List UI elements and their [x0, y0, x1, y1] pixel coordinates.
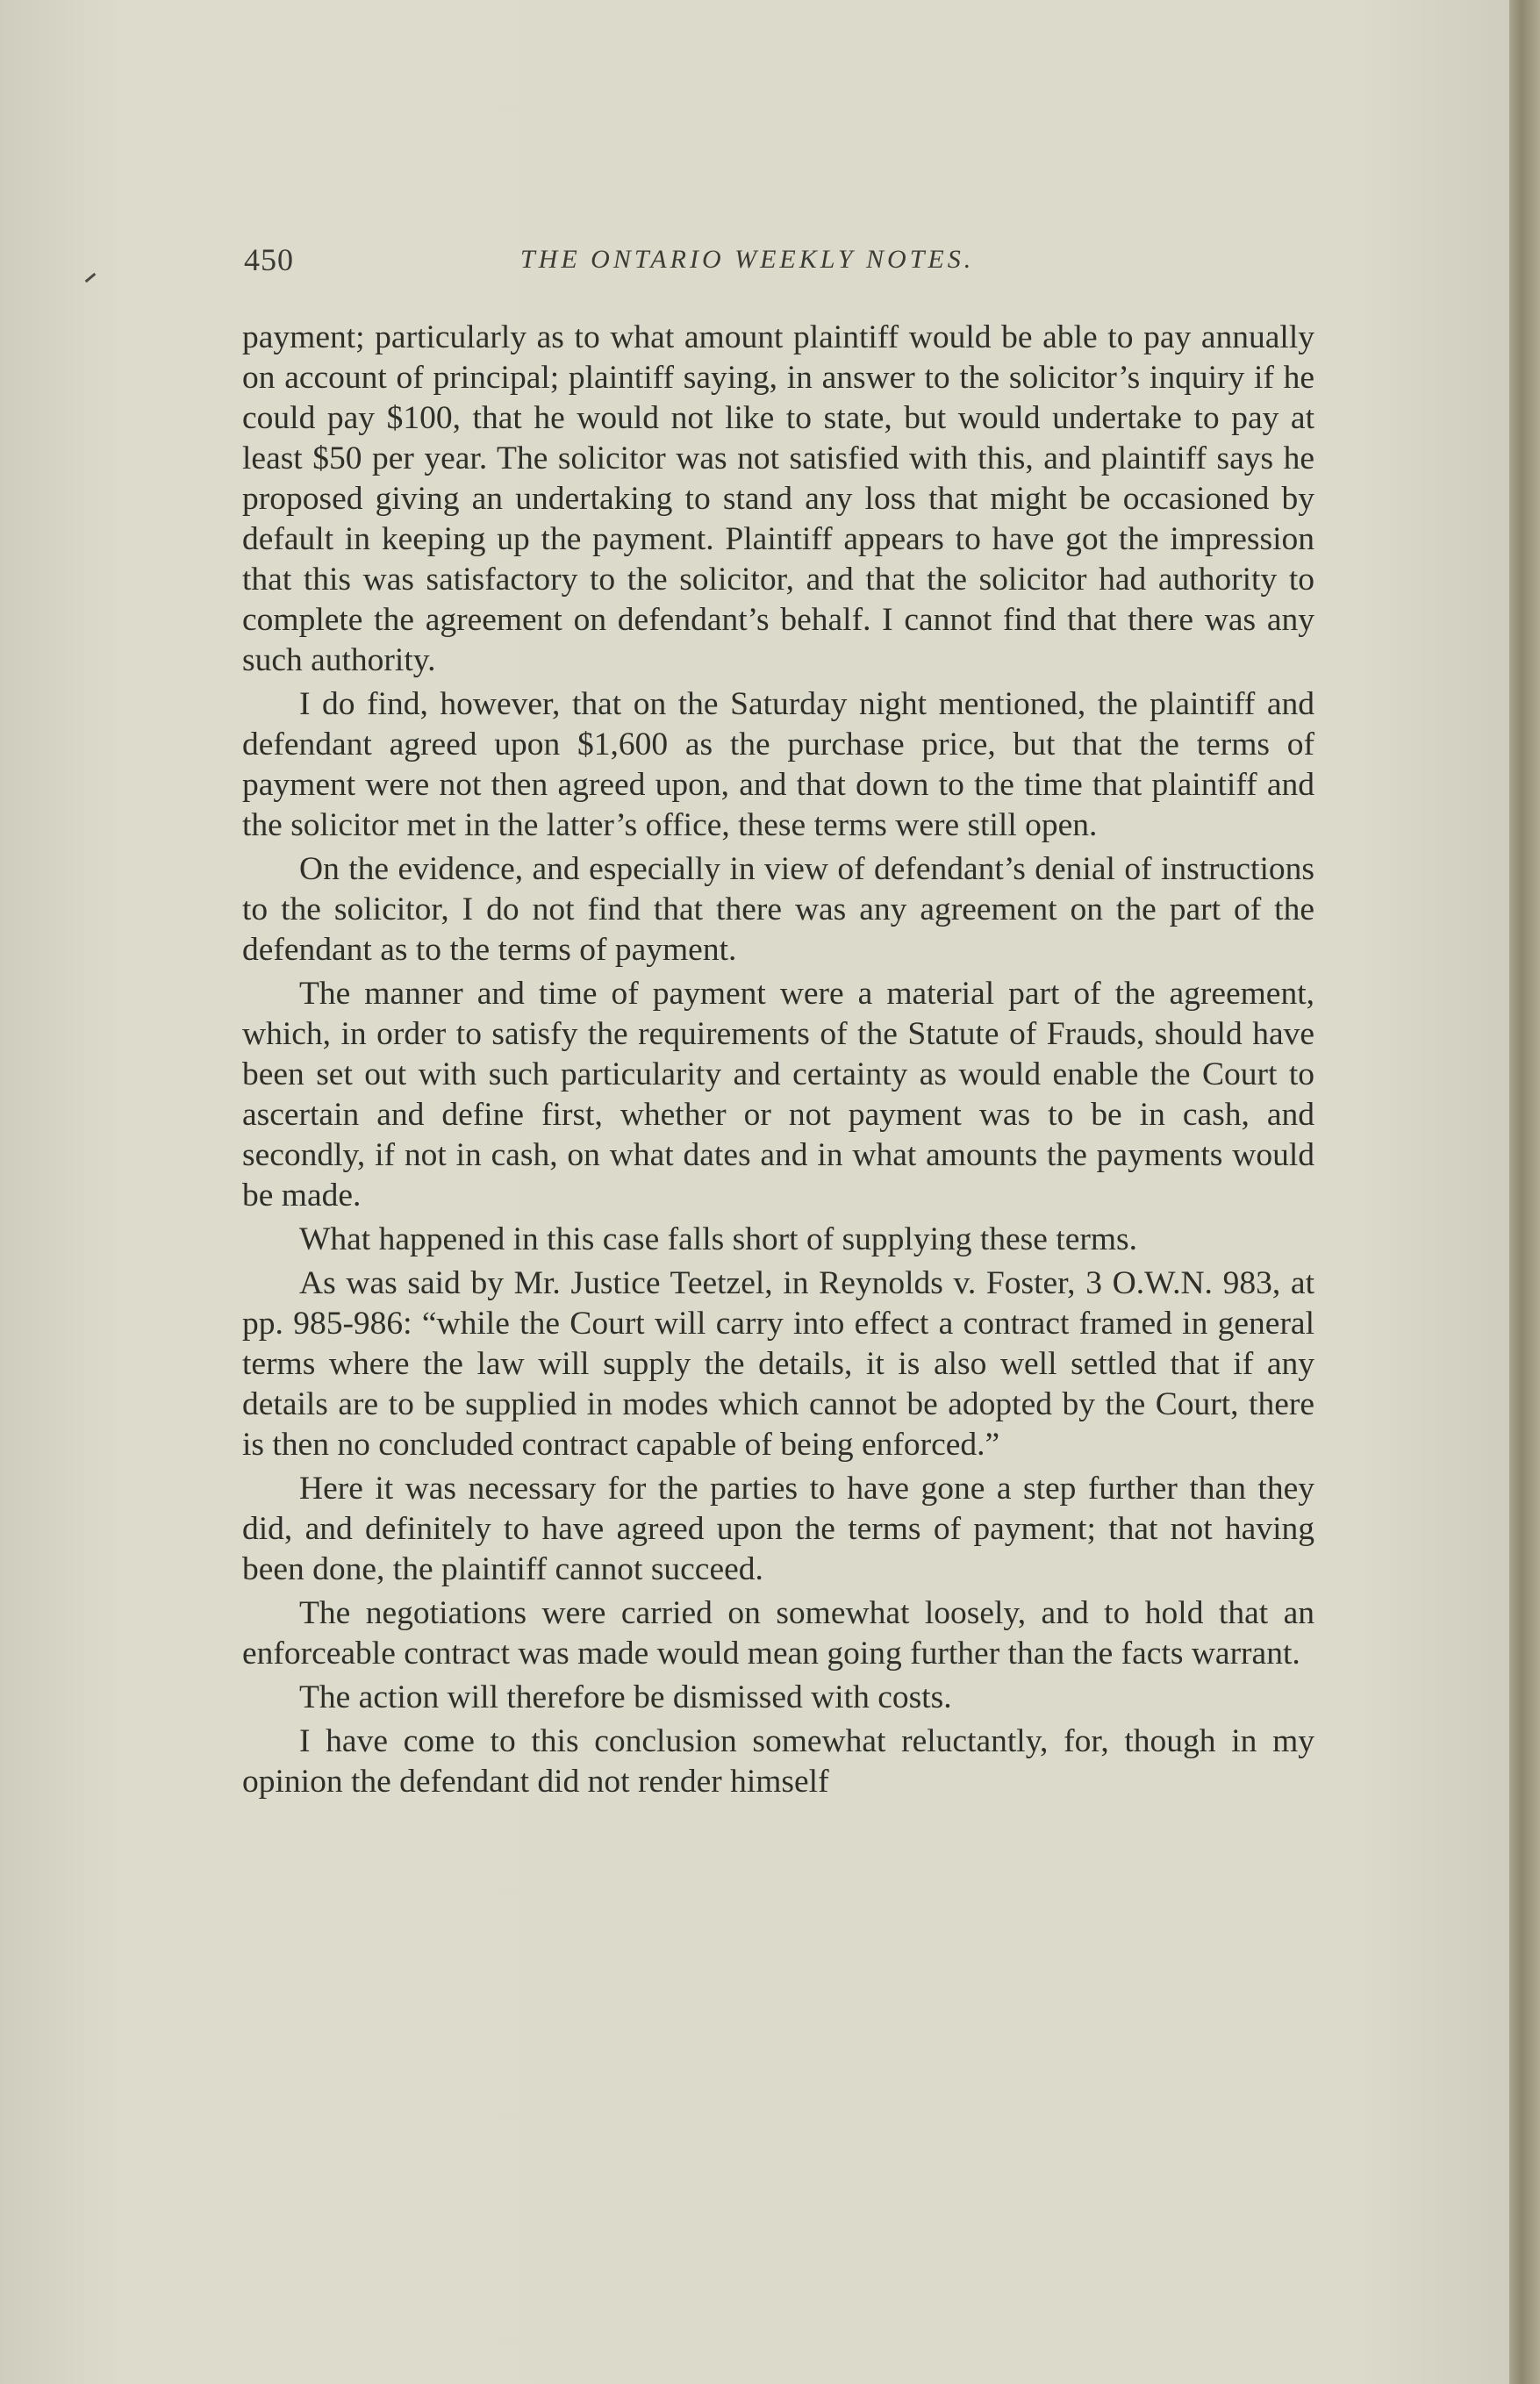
pencil-mark [85, 273, 97, 283]
paragraph: On the evidence, and especially in view of defendant’s denial of instructions to the solicitor, I do not find that there was any agreement on the part of the defendant as to the terms of payment. [242, 851, 1314, 968]
page-edge [1509, 0, 1540, 2384]
running-title: THE ONTARIO WEEKLY NOTES. [520, 245, 975, 274]
paragraph: I do find, however, that on the Saturday night mentioned, the plaintiff and defendant agreed upon $1,600 as the purchase price, but that the terms of payment were not then agreed upon, and that down to the time that plaintiff and the solicitor met in the latter’s office, these terms were still open. [242, 686, 1314, 843]
paragraph: What happened in this case falls short of supplying these terms. [299, 1221, 1137, 1257]
page-header [244, 241, 1314, 285]
paragraph: The action will therefore be dismissed with costs. [299, 1679, 952, 1715]
page-body [242, 318, 1314, 1806]
page-number: 450 [244, 242, 294, 277]
paragraph: The negotiations were carried on somewhat loosely, and to hold that an enforceable contract was made would mean going further than the facts warrant. [242, 1595, 1314, 1672]
paragraph: As was said by Mr. Justice Teetzel, in Reynolds v. Foster, 3 O.W.N. 983, at pp. 985-986: “while the Court will carry into effect a contract framed in general terms where the law will supply the details, it is also well settled that if any details are to be supplied in modes which cannot be adopted by the Court, there is then no concluded contract capable of being enforced.” [242, 1265, 1314, 1463]
paragraph: Here it was necessary for the parties to have gone a step further than they did, and definitely to have agreed upon the terms of payment; that not having been done, the plaintiff cannot succeed. [242, 1471, 1314, 1587]
paragraph: payment; particularly as to what amount plaintiff would be able to pay annually on account of principal; plaintiff saying, in answer to the solicitor’s inquiry if he could pay $100, that he would not like to state, but would undertake to pay at least $50 per year. The solicitor was not satisfied with this, and plaintiff says he proposed giving an undertaking to stand any loss that might be occasioned by default in keeping up the payment. Plaintiff appears to have got the impression that this was satisfactory to the solicitor, and that the solicitor had authority to complete the agreement on defendant’s behalf. I cannot find that there was any such authority. [242, 319, 1314, 678]
paragraph: The manner and time of payment were a material part of the agreement, which, in order to satisfy the requirements of the Statute of Frauds, should have been set out with such particularity and certainty as would enable the Court to ascertain and define first, whether or not payment was to be in cash, and secondly, if not in cash, on what dates and in what amounts the payments would be made. [242, 976, 1314, 1213]
paragraph: I have come to this conclusion somewhat reluctantly, for, though in my opinion the defendant did not render himself [242, 1723, 1314, 1800]
